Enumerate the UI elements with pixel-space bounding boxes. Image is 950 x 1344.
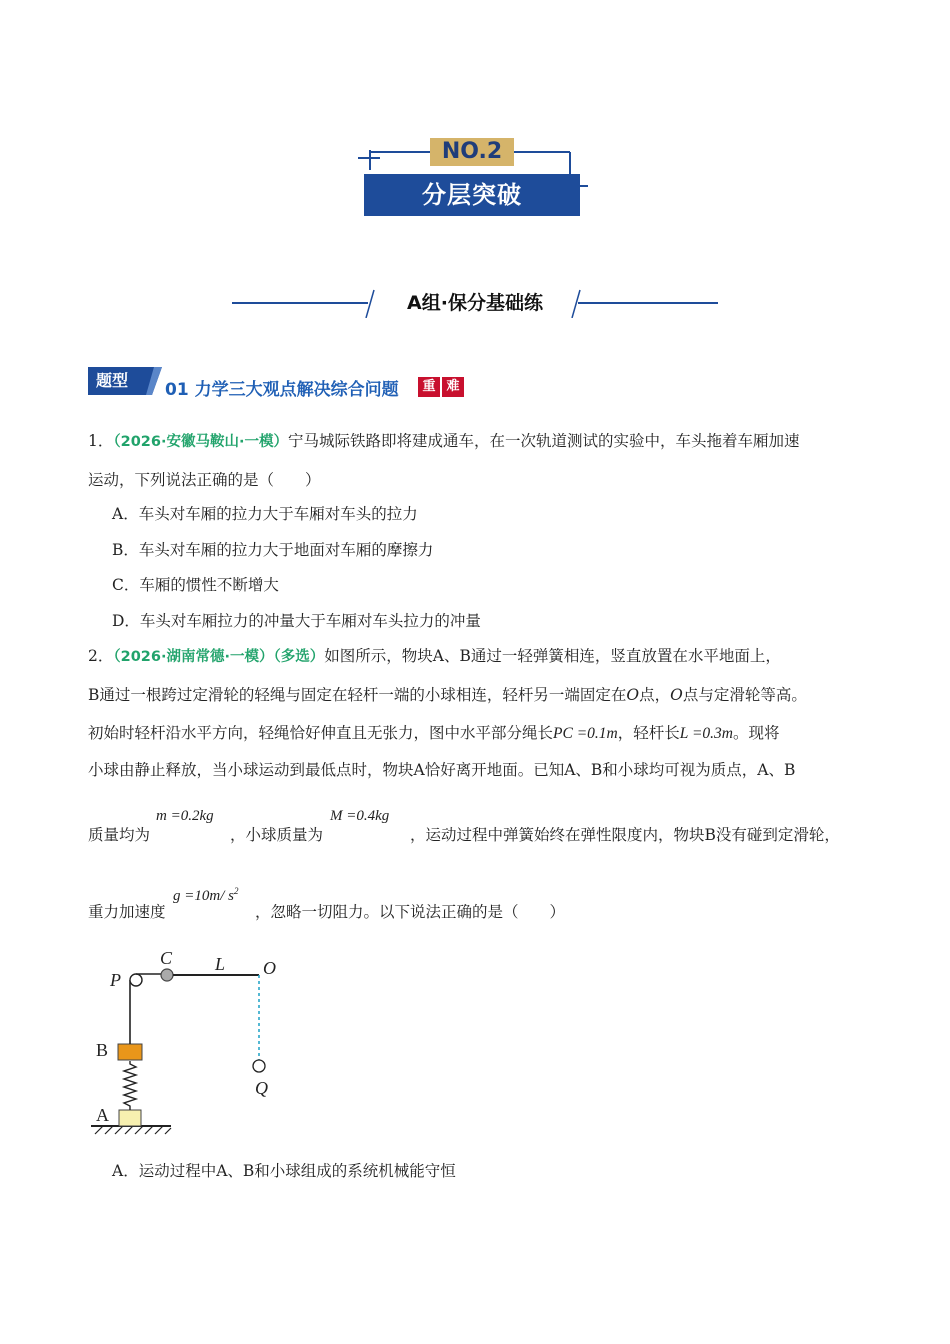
q2-line3: [88, 722, 780, 745]
q2-source: （2026·湖南常德·一模）: [113, 649, 274, 665]
q1-line1: [88, 430, 800, 453]
point-q: [253, 1060, 265, 1072]
q2-text2a: B通过一根跨过定滑轮的轻绳与固定在轻杆一端的小球相连，轻杆另一端固定在: [88, 686, 627, 704]
q2-math-pc: PC =0.1m: [553, 725, 618, 742]
q2-text6b: ，忽略一切阻力。以下说法正确的是（ ）: [255, 903, 566, 921]
q2-number: 2．: [88, 647, 114, 665]
q2-text3c: 。现将: [733, 724, 780, 742]
section-tag: 题型: [96, 371, 129, 390]
badge-number: NO.2: [430, 138, 514, 166]
q1-line2: 运动，下列说法正确的是（ ）: [88, 471, 321, 489]
block-a: [119, 1110, 141, 1126]
q1-number: 1．: [88, 432, 114, 450]
q1-stem1: 宁马城际铁路即将建成通车，在一次轨道测试的实验中，车头拖着车厢加速: [288, 432, 800, 450]
ball-c: [161, 969, 173, 981]
q2-text1: 如图所示，物块A、B通过一轻弹簧相连，竖直放置在水平地面上，: [324, 647, 781, 665]
label-q: Q: [255, 1078, 268, 1098]
q2-tag: （多选）: [273, 649, 325, 665]
q1-option-c: C．车厢的惯性不断增大: [112, 576, 279, 594]
label-c: C: [160, 948, 173, 968]
label-b: B: [96, 1040, 109, 1060]
q2-text2c: 点与定滑轮等高。: [682, 686, 807, 704]
q2-o1: O: [626, 686, 640, 704]
q2-line2: [88, 684, 807, 706]
q2-line1: [88, 645, 781, 668]
pill-nan: 难: [442, 377, 464, 397]
pulley-figure: [85, 948, 305, 1138]
q2-math-g-sup: 2: [233, 886, 239, 896]
label-p: P: [110, 970, 121, 990]
pill-zhong: 重: [418, 377, 440, 397]
q2-text5b: ，小球质量为: [230, 826, 324, 844]
group-title: A组·保分基础练: [407, 292, 543, 314]
q1-option-a: A．车头对车厢的拉力大于车厢对车头的拉力: [112, 505, 418, 523]
q2-math-l: L =0.3m: [679, 725, 733, 742]
q2-text3b: ，轻杆长: [617, 724, 680, 742]
q1-option-b: B．车头对车厢的拉力大于地面对车厢的摩擦力: [112, 541, 434, 559]
q2-math-g: [173, 886, 238, 905]
spring: [124, 1061, 136, 1110]
label-l: L: [215, 954, 226, 974]
pulley-p: [130, 974, 142, 986]
q2-math-m: m =0.2kg: [156, 808, 214, 824]
q2-o2: O: [670, 686, 683, 704]
q2-math-M: M =0.4kg: [330, 808, 390, 824]
ground-hatch: [95, 1126, 171, 1134]
q1-source: （2026·安徽马鞍山·一模）: [113, 434, 288, 450]
q2-text5c: ，运动过程中弹簧始终在弹性限度内，物块B没有碰到定滑轮，: [410, 826, 840, 844]
q1-option-d: D．车头对车厢拉力的冲量大于车厢对车头拉力的冲量: [112, 612, 481, 630]
q2-option-a: A．运动过程中A、B和小球组成的系统机械能守恒: [112, 1162, 456, 1180]
q2-line6: 重力加速度: [88, 903, 166, 921]
badge-title: 分层突破: [364, 174, 580, 216]
section-title: 01 力学三大观点解决综合问题: [165, 380, 399, 400]
q2-text2b: 点，: [639, 686, 671, 704]
block-b: [118, 1044, 142, 1060]
q2-line5: [88, 824, 150, 846]
q2-math-g-text: g =10m/ s: [173, 888, 234, 904]
q2-text5a: 质量均为: [88, 826, 151, 844]
q2-text3a: 初始时轻杆沿水平方向，轻绳恰好伸直且无张力，图中水平部分绳长: [88, 724, 554, 742]
label-o: O: [263, 958, 276, 978]
label-a: A: [96, 1105, 109, 1125]
q2-line4: 小球由静止释放，当小球运动到最低点时，物块A恰好离开地面。已知A、B和小球均可视为质点，A、B: [88, 761, 796, 779]
